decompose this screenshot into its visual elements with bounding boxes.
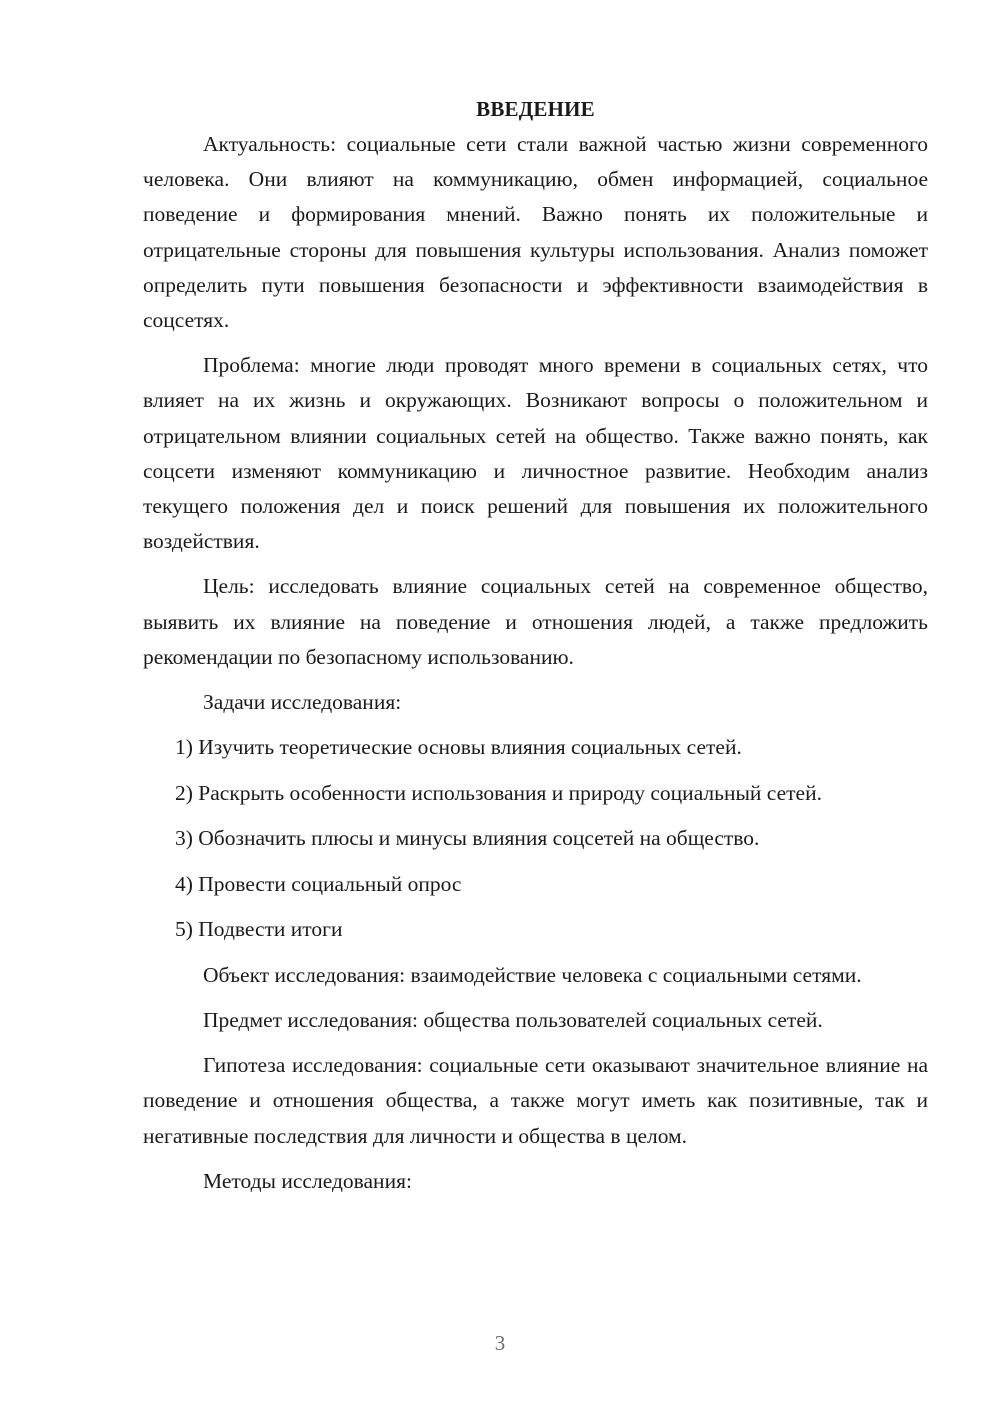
- paragraph-relevance: Актуальность: социальные сети стали важной частью жизни современного человека. Они влияют на коммуникацию, обмен информацией, социальное поведение и формирования мнений. Важно понять их положительные и отрицательные стороны для повышения культуры использования. Анализ поможет определить пути повышения безопасности и эффективности взаимодействия в соцсетях.: [143, 132, 928, 333]
- paragraph-tasks-heading: Задачи исследования:: [203, 690, 402, 715]
- list-item: 4) Провести социальный опрос: [175, 871, 462, 896]
- paragraph-subject: Предмет исследования: общества пользователей социальных сетей.: [203, 1007, 823, 1032]
- paragraph-hypothesis: Гипотеза исследования: социальные сети оказывают значительное влияние на поведение и отношения общества, а также могут иметь как позитивные, так и негативные последствия для личности и общества в целом.: [143, 1053, 928, 1148]
- paragraph-goal: Цель: исследовать влияние социальных сетей на современное общество, выявить их влияние на поведение и отношения людей, а также предложить рекомендации по безопасному использованию.: [143, 574, 928, 669]
- paragraph-methods: Методы исследования:: [203, 1168, 412, 1193]
- list-item: 2) Раскрыть особенности использования и природу социальный сетей.: [175, 780, 822, 805]
- list-item: 1) Изучить теоретические основы влияния социальных сетей.: [175, 735, 742, 760]
- list-item: 5) Подвести итоги: [175, 917, 343, 942]
- list-item: 3) Обозначить плюсы и минусы влияния соцсетей на общество.: [175, 826, 760, 851]
- section-title: ВВЕДЕНИЕ: [476, 97, 595, 121]
- paragraph-problem: Проблема: многие люди проводят много времени в социальных сетях, что влияет на их жизнь и окружающих. Возникают вопросы о положительном и отрицательном влиянии социальных сетей на общество. Также важно понять, как соцсети изменяют коммуникацию и личностное развитие. Необходим анализ текущего положения дел и поиск решений для повышения их положительного воздействия.: [143, 353, 928, 554]
- page-number: 3: [494, 1331, 506, 1355]
- document-page: [143, 92, 928, 1209]
- task-list: [143, 730, 928, 947]
- paragraph-object: Объект исследования: взаимодействие человека с социальными сетями.: [203, 962, 862, 987]
